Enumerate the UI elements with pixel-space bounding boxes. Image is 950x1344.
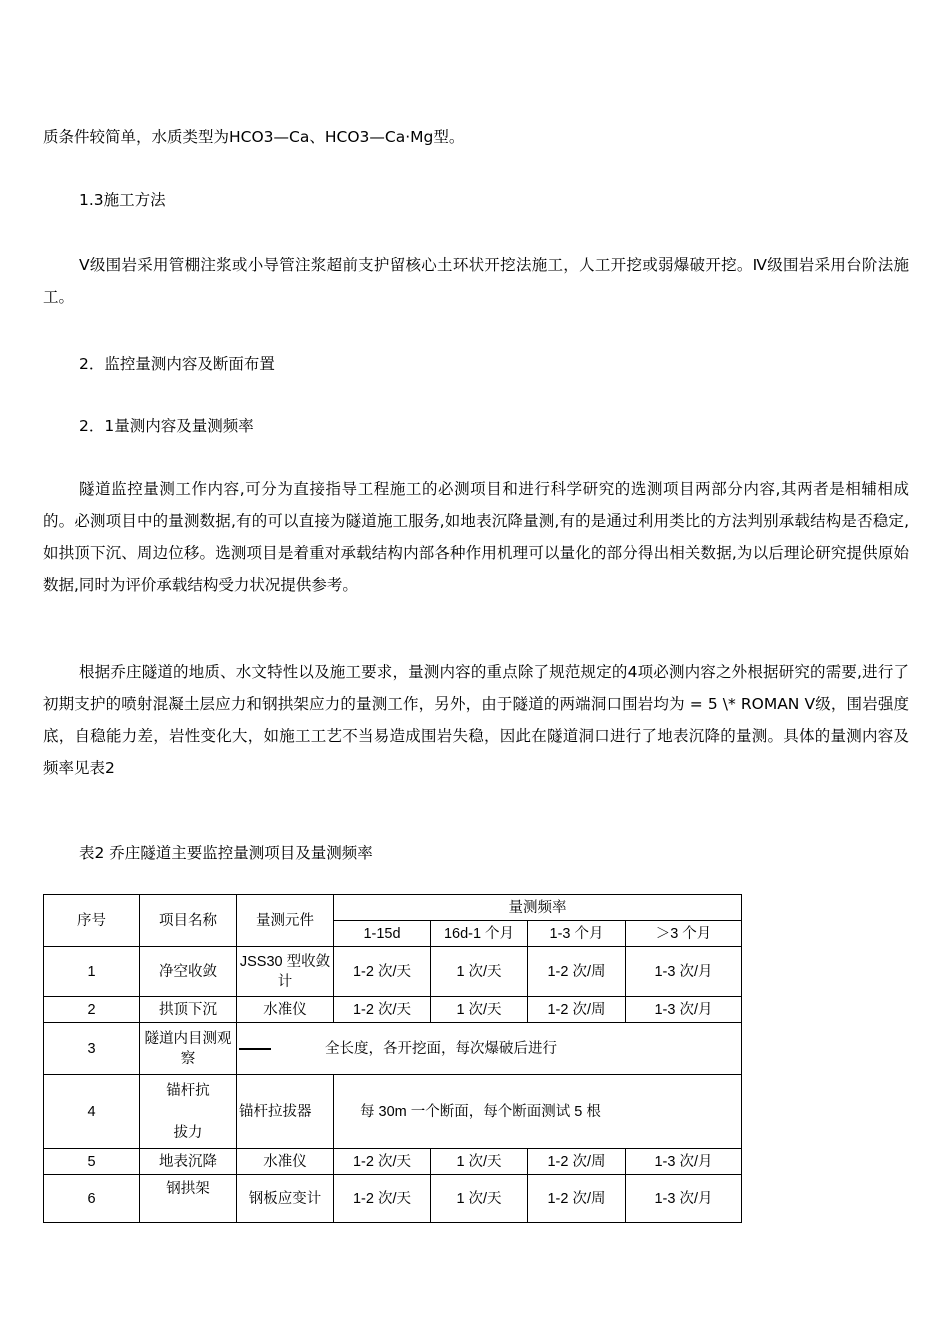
cell-name: 地表沉降 (140, 1149, 237, 1175)
paragraph-qiaozhuang: 根据乔庄隧道的地质、水文特性以及施工要求，量测内容的重点除了规范规定的4项必测内容之外根据研究的需要,进行了初期支护的喷射混凝土层应力和钢拱架应力的量测工作，另外，由于隧道的两端洞口围岩均为 = 5 \* ROMAN V级，围岩强度底，自稳能力差，岩性变化大，如施工工艺不当易造成围岩失稳，因此在隧道洞口进行了地表沉降的量测。具体的量测内容及频率见表2 (43, 663, 909, 777)
cell-span-text: 全长度，各开挖面，每次爆破后进行 (325, 1040, 557, 1057)
cell-no: 2 (44, 997, 140, 1023)
header-frequency: 量测频率 (334, 895, 742, 921)
cell-no: 6 (44, 1175, 140, 1223)
header-instrument: 量测元件 (237, 895, 334, 947)
table-row (44, 997, 742, 1023)
paragraph-construction: Ⅴ级围岩采用管棚注浆或小导管注浆超前支护留核心土环状开挖法施工，人工开挖或弱爆破开挖。Ⅳ级围岩采用台阶法施工。 (43, 256, 909, 306)
cell-name: 拱顶下沉 (140, 997, 237, 1023)
cell-frequency: 1-2 次/周 (528, 997, 626, 1023)
cell-frequency: 1 次/天 (431, 947, 528, 997)
cell-span (237, 1023, 742, 1075)
cell-instrument: 水准仪 (237, 997, 334, 1023)
cell-name-line: 拔力 (173, 1124, 203, 1141)
cell-no: 4 (44, 1075, 140, 1149)
header-name: 项目名称 (140, 895, 237, 947)
heading-measurement-content: 2．1量测内容及量测频率 (79, 417, 254, 435)
cell-frequency: 1-3 次/月 (626, 997, 742, 1023)
cell-name-line: 锚杆抗 (166, 1082, 210, 1099)
cell-frequency: 1-2 次/天 (334, 1149, 431, 1175)
cell-name: 钢拱架 (140, 1175, 237, 1223)
paragraph-water-quality: 质条件较简单，水质类型为HCO3—Ca、HCO3—Ca·Mg型。 (43, 128, 465, 146)
cell-no: 3 (44, 1023, 140, 1075)
paragraph-monitoring-content: 隧道监控量测工作内容,可分为直接指导工程施工的必测项目和进行科学研究的选测项目两部分内容,其两者是相辅相成的。必测项目中的量测数据,有的可以直接为隧道施工服务,如地表沉降量测,有的是通过利用类比的方法判别承载结构是否稳定,如拱顶下沉、周边位移。选测项目是着重对承载结构内部各种作用机理可以量化的部分得出相关数据,为以后理论研究提供原始数据,同时为评价承载结构受力状况提供参考。 (43, 480, 909, 594)
cell-no: 5 (44, 1149, 140, 1175)
cell-instrument: JSS30 型收敛计 (237, 947, 334, 997)
header-no: 序号 (44, 895, 140, 947)
header-period: 1-3 个月 (528, 921, 626, 947)
cell-frequency: 1 次/天 (431, 1175, 528, 1223)
table-caption: 表2 乔庄隧道主要监控量测项目及量测频率 (79, 844, 373, 862)
table-row (44, 947, 742, 997)
cell-frequency: 1-2 次/周 (528, 1175, 626, 1223)
cell-frequency: 1-3 次/月 (626, 947, 742, 997)
cell-frequency: 1-3 次/月 (626, 1149, 742, 1175)
heading-monitoring: 2．监控量测内容及断面布置 (79, 355, 275, 373)
cell-instrument: 水准仪 (237, 1149, 334, 1175)
table-row (44, 1175, 742, 1223)
cell-frequency: 1 次/天 (431, 1149, 528, 1175)
cell-frequency: 1-2 次/天 (334, 997, 431, 1023)
cell-name (140, 1075, 237, 1149)
cell-frequency: 1-2 次/周 (528, 947, 626, 997)
cell-frequency: 1 次/天 (431, 997, 528, 1023)
cell-frequency: 1-3 次/月 (626, 1175, 742, 1223)
table-row (44, 1149, 742, 1175)
cell-instrument: 钢板应变计 (237, 1175, 334, 1223)
cell-name: 净空收敛 (140, 947, 237, 997)
cell-instrument: 锚杆拉拔器 (237, 1075, 334, 1149)
monitoring-table (43, 894, 742, 1223)
cell-name: 隧道内目测观察 (140, 1023, 237, 1075)
cell-frequency: 1-2 次/周 (528, 1149, 626, 1175)
header-period: 16d-1 个月 (431, 921, 528, 947)
table-header-row (44, 895, 742, 921)
table-row (44, 1023, 742, 1075)
cell-frequency: 1-2 次/天 (334, 1175, 431, 1223)
heading-construction-method: 1.3施工方法 (79, 191, 166, 209)
cell-no: 1 (44, 947, 140, 997)
table-row (44, 1075, 742, 1149)
header-period: ＞3 个月 (626, 921, 742, 947)
cell-span: 每 30m 一个断面，每个断面测试 5 根 (334, 1075, 742, 1149)
dash-line (239, 1048, 271, 1050)
cell-frequency: 1-2 次/天 (334, 947, 431, 997)
header-period: 1-15d (334, 921, 431, 947)
